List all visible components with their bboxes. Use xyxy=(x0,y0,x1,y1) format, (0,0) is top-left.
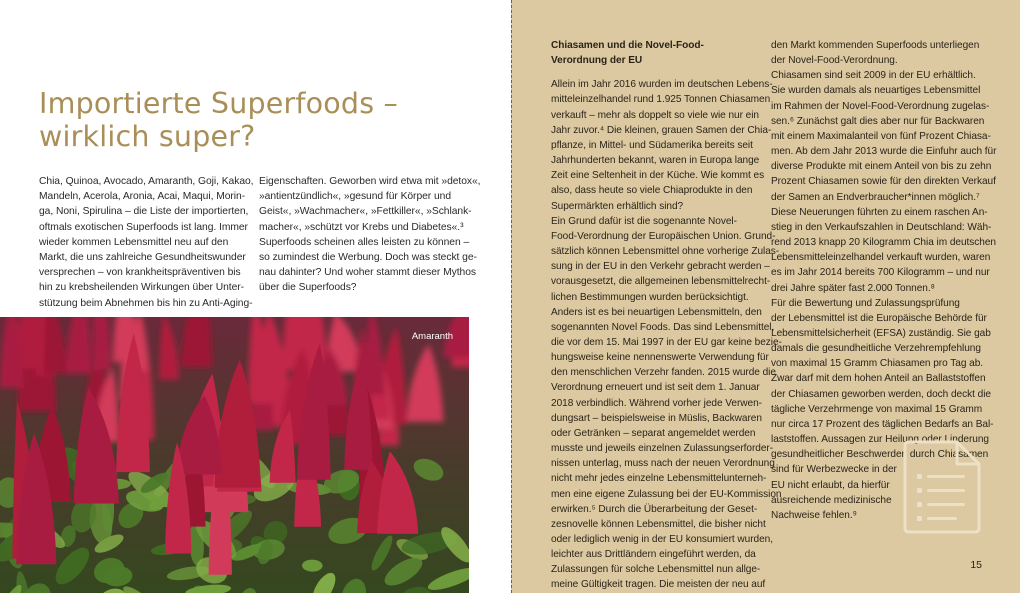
text-line: also, dass heute so viele Chiaprodukte in den xyxy=(551,185,753,197)
text-line: Nachweise fehlen.⁹ xyxy=(771,509,857,521)
text-line: Sie wurden damals als neuartiges Lebensmittel xyxy=(771,85,981,97)
intro-column-2 xyxy=(259,174,481,296)
text-line: oder lediglich wenig in der EU konsumiert wurden, xyxy=(551,534,773,545)
text-line: der Chiasamen geworben werden, doch deckt die xyxy=(771,388,991,400)
text-line: versprechen – von krankheitspräventiven bis xyxy=(39,267,241,279)
intro-column-1 xyxy=(39,174,254,311)
document-list-icon xyxy=(903,438,983,534)
text-line: oftmals exotischen Superfoods ist lang. Immer xyxy=(39,221,248,233)
text-line: den menschlichen Verzehr fanden. 2015 wurde die xyxy=(551,367,776,379)
text-line: laststoffen. Aussagen zur Heilung oder Linderung xyxy=(771,434,989,446)
text-line: der Samen an Endverbraucher*innen möglich.⁷ xyxy=(771,191,980,203)
text-line: ga, Noni, Spirulina – die Liste der importierten, xyxy=(39,206,249,218)
text-line: Diese Neuerungen führten zu einem raschen An- xyxy=(771,206,988,218)
text-line: musste und jeweils einzelnen Zulassungserforder- xyxy=(551,443,774,455)
text-line: Food-Verordnung der Europäischen Union. Grund- xyxy=(551,230,776,242)
text-line: stieg in den Verkaufszahlen in Deutschland: Wäh- xyxy=(771,221,992,233)
text-line: leichter aus Drittländern eingeführt werden, da xyxy=(551,549,756,561)
fold-dashed-line xyxy=(511,0,512,593)
text-line: Mandeln, Acerola, Aronia, Acai, Maqui, Morin- xyxy=(39,191,246,203)
section-heading: Verordnung der EU xyxy=(551,55,643,67)
text-line: sung in der EU in den Verkehr gebracht werden – xyxy=(551,261,770,273)
text-line: der Novel-Food-Verordnung. xyxy=(771,55,898,67)
photo-caption: Amaranth xyxy=(411,331,453,342)
article-column-1 xyxy=(551,38,782,593)
text-line: EU nicht erlaubt, da hierfür xyxy=(771,479,890,491)
text-line: diverse Produkte mit einem Anteil von bis zu zehn xyxy=(771,161,992,173)
text-line: Eigenschaften. Geworben wird etwa mit »detox«, xyxy=(259,176,481,187)
text-line: rend 2013 knapp 20 Kilogramm Chia im deutschen xyxy=(771,237,996,249)
text-line: verkauft – mehr als doppelt so viele wie nur ein xyxy=(551,109,759,121)
text-line: stützung beim Abnehmen bis hin zu Anti-Aging- xyxy=(39,297,253,309)
right-page xyxy=(511,0,1020,593)
amaranth-plume xyxy=(93,317,111,370)
headline-line: Importierte Superfoods – xyxy=(39,87,398,120)
text-line: Supermärkten erhältlich sind? xyxy=(551,200,684,212)
amaranth-illustration xyxy=(0,317,469,593)
text-line: Allein im Jahr 2016 wurden im deutschen Lebens- xyxy=(551,79,773,91)
text-line: wieder kommen Lebensmittel neu auf den xyxy=(39,236,229,248)
text-line: Zeit eine Seltenheit in der Küche. Wie kommt es xyxy=(551,170,765,182)
text-line: sätzlich können Lebensmittel ohne vorherige Zulas- xyxy=(551,246,780,258)
text-line: pflanze, in Mittel- und Südamerika bereits seit xyxy=(551,139,753,151)
text-line: »antientzündlich«, »gesund für Körper und xyxy=(259,191,452,203)
text-line: Anders ist es bei neuartigen Lebensmitteln, den xyxy=(551,306,762,318)
text-line: Für die Bewertung und Zulassungsprüfung xyxy=(771,297,960,309)
text-line: der Lebensmittel ist die Europäische Behörde für xyxy=(771,312,987,324)
text-line: damals die gesundheitliche Verzehrempfehlung xyxy=(771,343,981,355)
page-number: 15 xyxy=(970,559,982,571)
text-line: sind für Werbezwecke in der xyxy=(771,464,897,476)
text-line: ausreichende medizinische xyxy=(771,494,892,506)
text-line: Superfoods scheinen alles leisten zu können – xyxy=(259,236,470,248)
text-line: Zulassungen für solche Lebensmittel nun allge- xyxy=(551,564,761,576)
text-line: hungsweise keine nennenswerte Verwendung für xyxy=(551,352,769,364)
text-line: nicht mehr jedes einzelne Lebensmittelunterneh- xyxy=(551,473,767,485)
text-line: Prozent Chiasamen sowie für den direkten Verkauf xyxy=(771,176,996,188)
text-line: tägliche Verzehrmenge von maximal 15 Gramm xyxy=(771,403,983,415)
text-line: sen.⁶ Zunächst galt dies aber nur für Backwaren xyxy=(771,115,985,127)
text-line: dungsart – beispielsweise in Müslis, Backwaren xyxy=(551,412,762,424)
text-line: Markt, die uns zahlreiche Gesundheitswunder xyxy=(39,252,246,264)
text-line: Chia, Quinoa, Avocado, Amaranth, Goji, Kakao, xyxy=(39,176,254,187)
text-line: Lebensmitteleinzelhandel verkauft wurden, waren xyxy=(771,252,991,264)
spacer xyxy=(551,68,763,77)
text-line: sogenannten Novel Foods. Das sind Lebensmittel, xyxy=(551,321,775,333)
text-line: Lebensmittelsicherheit (EFSA) zuständig. Sie gab xyxy=(771,327,991,339)
text-line: nissen unterlag, muss nach der neuen Verordnung xyxy=(551,458,775,470)
text-line: mit einem Maximalanteil von fünf Prozent Chiasa- xyxy=(771,130,991,142)
text-line: Jahrhunderten bekannt, waren in Europa lange xyxy=(551,155,760,167)
amaranth-photo xyxy=(0,317,469,593)
text-line: nau dahinter? Und woher stammt dieser Mythos xyxy=(259,267,477,279)
text-line: 2018 verbindlich. Während vorher jede Verwen- xyxy=(551,397,762,409)
text-line: von maximal 15 Gramm Chiasamen pro Tag ab. xyxy=(771,358,984,370)
text-line: vorausgesetzt, die allgemeinen lebensmittelrecht- xyxy=(551,276,771,288)
text-line: Chiasamen sind seit 2009 in der EU erhältlich. xyxy=(771,70,976,82)
text-line: men. Ab dem Jahr 2013 wurde die Einfuhr auch für xyxy=(771,146,997,158)
text-line: macher«, »schützt vor Krebs und Diabetes«.³ xyxy=(259,221,464,233)
text-line: Zwar darf mit dem hohen Anteil an Ballaststoffen xyxy=(771,373,986,385)
text-line: zesnovelle können Lebensmittel, die bisher nicht xyxy=(551,518,766,530)
section-heading: Chiasamen und die Novel-Food- xyxy=(551,40,704,51)
text-line: hin zu krebsheilenden Wirkungen über Unter- xyxy=(39,282,245,294)
text-line: Geist«, »Wachmacher«, »Fettkiller«, »Schlank- xyxy=(259,206,472,218)
text-line: über die Superfoods? xyxy=(259,282,357,294)
text-line: mitteleinzelhandel rund 1.925 Tonnen Chiasamen xyxy=(551,94,771,106)
text-line: meine Gültigkeit tragen. Die meisten der neu auf xyxy=(551,579,766,591)
text-line: men eine eigene Zulassung bei der EU-Kommission xyxy=(551,488,782,500)
text-line: Ein Grund dafür ist die sogenannte Novel- xyxy=(551,215,737,227)
text-line: im Rahmen der Novel-Food-Verordnung zugelas- xyxy=(771,100,990,112)
text-line: lichen Bestimmungen wurden berücksichtigt. xyxy=(551,291,749,303)
text-line: den Markt kommenden Superfoods unterliegen xyxy=(771,40,980,51)
text-line: erwirken.⁵ Durch die Überarbeitung der Geset- xyxy=(551,503,758,515)
text-line: so zumindest die Werbung. Doch was steckt ge- xyxy=(259,252,477,264)
text-line: drei Jahre später fast 2.000 Tonnen.⁸ xyxy=(771,282,935,294)
headline-line: wirklich super? xyxy=(39,120,256,153)
text-line: gesundheitlicher Beschwerden durch Chiasamen xyxy=(771,449,989,461)
text-line: oder Getränken – separat angemeldet werden xyxy=(551,427,756,439)
text-line: Jahr zuvor.⁴ Die kleinen, grauen Samen der Chia- xyxy=(551,124,772,136)
text-line: nur circa 17 Prozent des täglichen Bedarfs an Bal- xyxy=(771,418,994,430)
text-line: Verordnung erneuert und ist seit dem 1. Januar xyxy=(551,382,760,394)
text-line: es im Jahr 2014 bereits 700 Kilogramm – und nur xyxy=(771,267,990,279)
text-line: die vor dem 15. Mai 1997 in der EU gar keine bezie- xyxy=(551,336,782,348)
headline xyxy=(39,87,398,153)
